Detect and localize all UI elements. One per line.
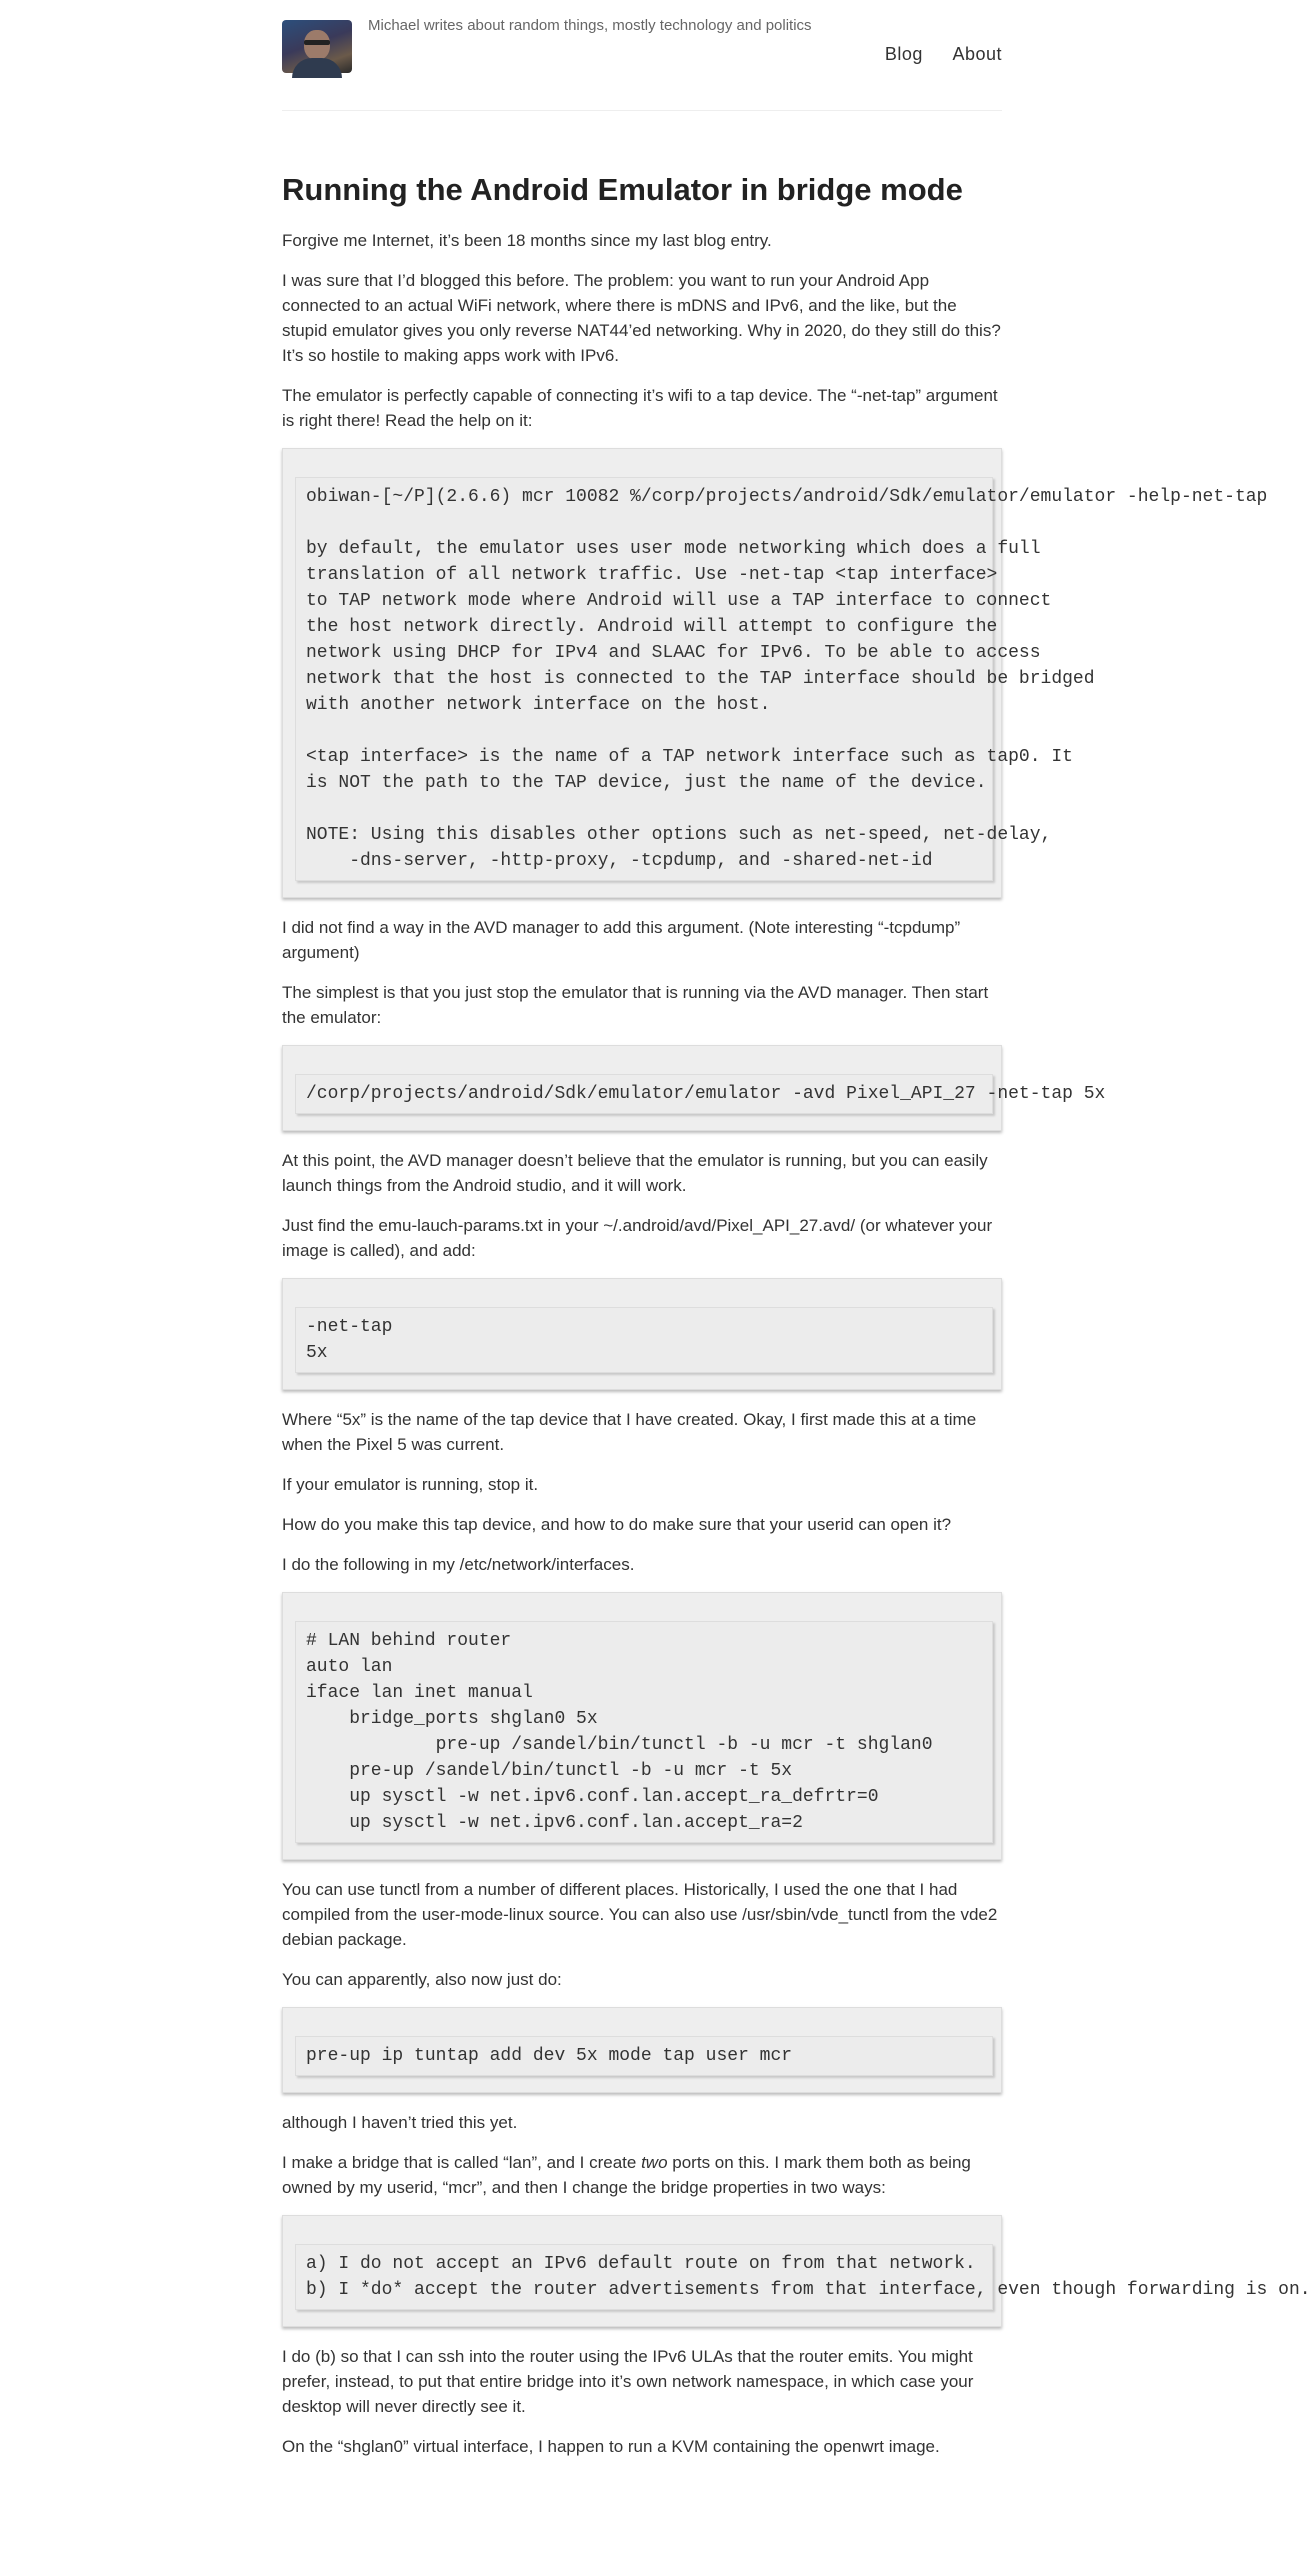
code-block	[282, 448, 1268, 898]
paragraph: Forgive me Internet, it’s been 18 months since my last blog entry.	[282, 231, 772, 251]
avatar-body	[292, 58, 342, 78]
paragraph: At this point, the AVD manager doesn’t believe that the emulator is running, but you can easily launch things from the Android studio, and it will work.	[282, 1151, 988, 1196]
code-emulator-command[interactable]: /corp/projects/android/Sdk/emulator/emulator -avd Pixel_API_27 -net-tap 5x	[295, 1074, 993, 1114]
code-launch-params[interactable]: -net-tap 5x	[295, 1307, 993, 1373]
text-span: ports on this. I mark them both as being owned by my userid, “mcr”, and then I change the bridge properties in two ways:	[282, 2153, 971, 2198]
site-header	[282, 0, 1002, 111]
code-block	[282, 2007, 1002, 2093]
code-bridge-properties[interactable]: a) I do not accept an IPv6 default route on from that network. b) I *do* accept the router advertisements from that interface, even though forwarding is on.	[295, 2244, 993, 2310]
paragraph: I did not find a way in the AVD manager to add this argument. (Note interesting “-tcpdump” argument)	[282, 918, 961, 963]
paragraph: You can apparently, also now just do:	[282, 1970, 562, 1990]
code-ip-tuntap[interactable]: pre-up ip tuntap add dev 5x mode tap user mcr	[295, 2036, 993, 2076]
avatar-glasses	[304, 40, 330, 45]
code-block	[282, 2215, 1311, 2327]
paragraph: If your emulator is running, stop it.	[282, 1475, 539, 1495]
paragraph: You can use tunctl from a number of different places. Historically, I used the one that I had compiled from the user-mode-linux source. You can also use /usr/sbin/vde_tunctl from the vde2 debian package.	[282, 1880, 998, 1950]
code-block	[282, 1278, 1002, 1390]
post-title: Running the Android Emulator in bridge mode	[282, 172, 963, 207]
site-tagline: Michael writes about random things, mostly technology and politics	[368, 17, 812, 34]
paragraph: On the “shglan0” virtual interface, I happen to run a KVM containing the openwrt image.	[282, 2437, 940, 2457]
paragraph: The simplest is that you just stop the emulator that is running via the AVD manager. Then start the emulator:	[282, 983, 989, 1028]
blog-post	[282, 171, 1311, 2459]
code-network-interfaces[interactable]: # LAN behind router auto lan iface lan inet manual bridge_ports shglan0 5x pre-up /sandel/bin/tunctl -b -u mcr -t shglan0 pre-up /sandel/bin/tunctl -b -u mcr -t 5x up sysctl -w net.ipv6.conf.lan.accept_ra_defrtr=0 up sysctl -w net.ipv6.conf.lan.accept_ra=2	[295, 1621, 993, 1843]
paragraph: Where “5x” is the name of the tap device that I have created. Okay, I first made this at a time when the Pixel 5 was current.	[282, 1410, 977, 1455]
code-help-net-tap[interactable]: obiwan-[~/P](2.6.6) mcr 10082 %/corp/projects/android/Sdk/emulator/emulator -help-net-tap by default, the emulator uses user mode networking which does a full translation of all network traffic. Use -net-tap <tap interface> to TAP network mode where Android will use a TAP interface to connect the host network directly. Android will attempt to configure the network using DHCP for IPv4 and SLAAC for IPv6. To be able to access network that the host is connected to the TAP interface should be bridged with another network interface on the host. <tap interface> is the name of a TAP network interface such as tap0. It is NOT the path to the TAP device, just the name of the device. NOTE: Using this disables other options such as net-speed, net-delay, -dns-server, -http-proxy, -tcpdump, and -shared-net-id	[295, 477, 993, 881]
main-nav	[861, 44, 1002, 65]
paragraph	[282, 2150, 1002, 2200]
paragraph: I was sure that I’d blogged this before. The problem: you want to run your Android App connected to an actual WiFi network, where there is mDNS and IPv6, and the like, but the stupid emulator gives you only reverse NAT44’ed networking. Why in 2020, do they still do this? It’s so hostile to making apps work with IPv6.	[282, 271, 1001, 366]
paragraph: How do you make this tap device, and how to do make sure that your userid can open it?	[282, 1515, 952, 1535]
nav-blog-link[interactable]: Blog	[884, 44, 923, 64]
paragraph: I do the following in my /etc/network/interfaces.	[282, 1555, 635, 1575]
code-block	[282, 1592, 1002, 1860]
paragraph: The emulator is perfectly capable of connecting it’s wifi to a tap device. The “-net-tap” argument is right there! Read the help on it:	[282, 386, 998, 431]
page-wrapper	[282, 0, 1311, 2474]
emphasis: two	[641, 2153, 668, 2173]
paragraph: Just find the emu-lauch-params.txt in your ~/.android/avd/Pixel_API_27.avd/ (or whatever your image is called), and add:	[282, 1216, 993, 1261]
avatar-face	[304, 30, 330, 60]
text-span: I make a bridge that is called “lan”, and I create	[282, 2153, 642, 2173]
paragraph: I do (b) so that I can ssh into the router using the IPv6 ULAs that the router emits. You might prefer, instead, to put that entire bridge into it’s own network namespace, in which case your desktop will never directly see it.	[282, 2347, 974, 2417]
paragraph: although I haven’t tried this yet.	[282, 2113, 518, 2133]
avatar[interactable]	[282, 20, 352, 73]
code-block	[282, 1045, 1106, 1131]
nav-about-link[interactable]: About	[952, 44, 1002, 64]
